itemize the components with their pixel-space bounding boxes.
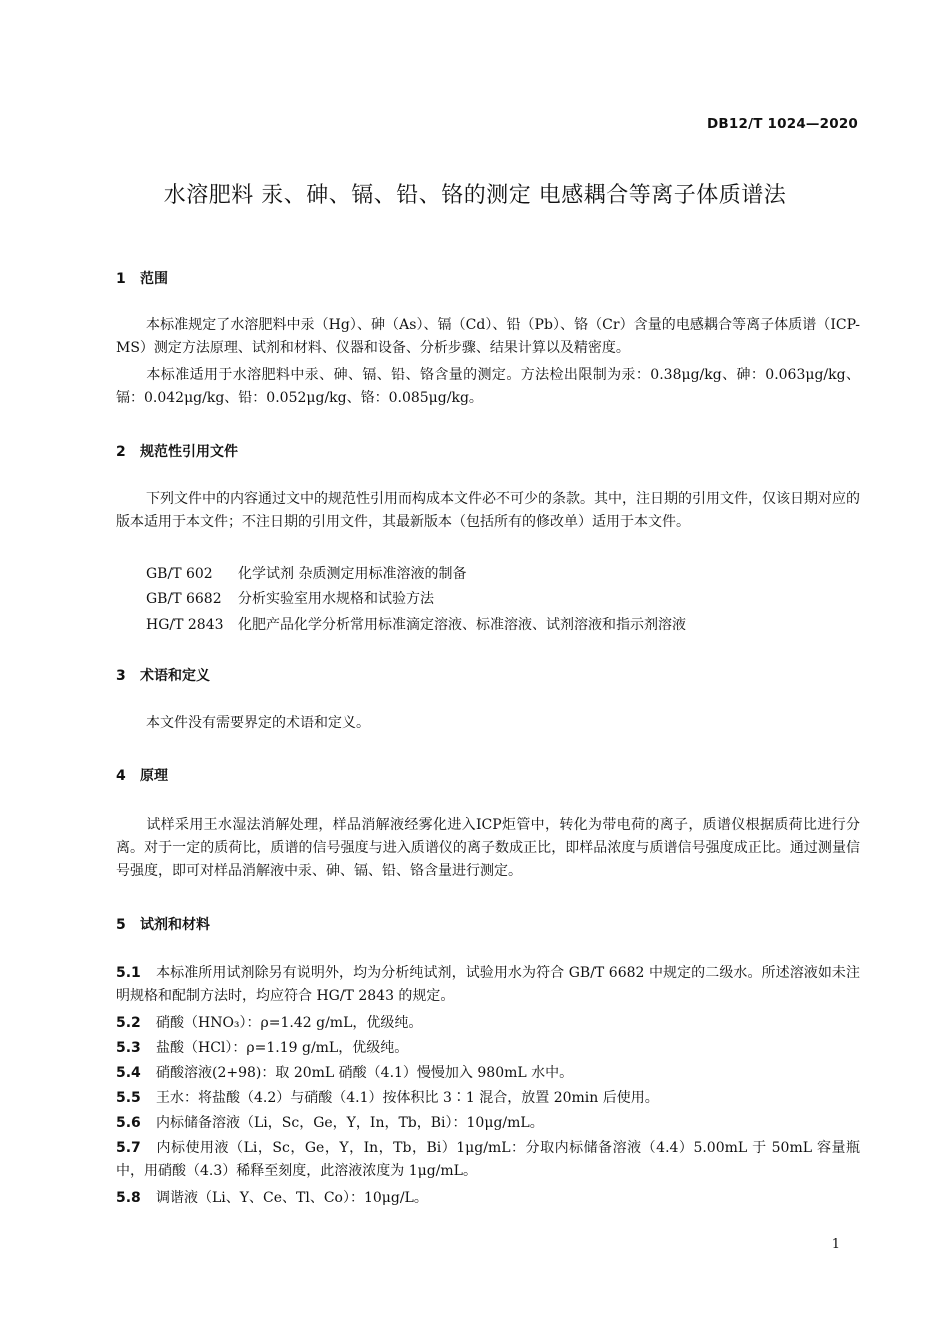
principle-paragraph: 试样采用王水湿法消解处理，样品消解液经雾化进入ICP炬管中，转化为带电荷的离子，质谱仪根据质荷比进行分离。对于一定的质荷比，质谱的信号强度与进入质谱仪的离子数成正比，即样品浓度与质谱信号强度成正比。通过测量信号强度，即可对样品消解液中汞、砷、镉、铅、铬含量进行测定。 — [116, 817, 860, 879]
reference-item — [146, 563, 890, 586]
reagent-item — [116, 1187, 860, 1210]
item-text: 盐酸（HCl）：ρ=1.19 g/mL，优级纯。 — [156, 1040, 409, 1056]
item-number: 5.1 — [116, 965, 141, 981]
section-number: 5 — [116, 917, 126, 933]
item-text: 内标使用液（Li，Sc，Ge，Y，In，Tb，Bi）1μg/mL：分取内标储备溶液（4.4）5.00mL 于 50mL 容量瓶中，用硝酸（4.3）稀释至刻度，此溶液浓度为 1μg/mL。 — [116, 1140, 860, 1179]
section-title: 术语和定义 — [140, 668, 210, 684]
section-4-heading — [116, 765, 168, 785]
reference-item — [146, 614, 890, 637]
section-title: 原理 — [140, 768, 168, 784]
reference-item — [146, 588, 890, 611]
item-number: 5.5 — [116, 1090, 141, 1106]
section-5-heading — [116, 914, 210, 934]
page-number: 1 — [831, 1237, 840, 1252]
scope-paragraph-1: 本标准规定了水溶肥料中汞（Hg）、砷（As）、镉（Cd）、铅（Pb）、铬（Cr）含量的电感耦合等离子体质谱（ICP-MS）测定方法原理、试剂和材料、仪器和设备、分析步骤、结果计算以及精密度。 — [116, 317, 860, 356]
section-title: 试剂和材料 — [140, 917, 210, 933]
reagent-item — [116, 1012, 860, 1035]
reagent-item — [116, 962, 860, 1008]
item-number: 5.8 — [116, 1190, 141, 1206]
references-intro-paragraph: 下列文件中的内容通过文中的规范性引用而构成本文件必不可少的条款。其中，注日期的引用文件，仅该日期对应的版本适用于本文件；不注日期的引用文件，其最新版本（包括所有的修改单）适用于本文件。 — [116, 491, 860, 530]
reagent-item — [116, 1137, 860, 1183]
reference-name: 化学试剂 杂质测定用标准溶液的制备 — [238, 566, 467, 582]
item-number: 5.4 — [116, 1065, 141, 1081]
item-number: 5.7 — [116, 1140, 141, 1156]
reagent-item — [116, 1112, 860, 1135]
item-text: 硝酸溶液(2+98)：取 20mL 硝酸（4.1）慢慢加入 980mL 水中。 — [156, 1065, 574, 1081]
reference-code: GB/T 602 — [146, 566, 213, 582]
standard-code: DB12/T 1024—2020 — [707, 116, 858, 132]
reagent-item — [116, 1037, 860, 1060]
reagent-item — [116, 1062, 860, 1085]
item-number: 5.6 — [116, 1115, 141, 1131]
item-text: 内标储备溶液（Li，Sc，Ge，Y，In，Tb，Bi）：10μg/mL。 — [156, 1115, 544, 1131]
section-2-heading — [116, 441, 238, 461]
section-1-heading — [116, 268, 168, 288]
section-number: 4 — [116, 768, 126, 784]
reference-name: 分析实验室用水规格和试验方法 — [238, 591, 434, 607]
section-title: 规范性引用文件 — [140, 444, 238, 460]
section-3-heading — [116, 665, 210, 685]
reference-name: 化肥产品化学分析常用标准滴定溶液、标准溶液、试剂溶液和指示剂溶液 — [238, 617, 686, 633]
section-number: 3 — [116, 668, 126, 684]
item-text: 王水：将盐酸（4.2）与硝酸（4.1）按体积比 3∶1 混合，放置 20min 后使用。 — [156, 1090, 659, 1106]
section-number: 2 — [116, 444, 126, 460]
reagent-item — [116, 1087, 860, 1110]
document-title: 水溶肥料 汞、砷、镉、铅、铬的测定 电感耦合等离子体质谱法 — [163, 183, 787, 208]
item-number: 5.3 — [116, 1040, 141, 1056]
item-text: 硝酸（HNO₃）：ρ=1.42 g/mL，优级纯。 — [156, 1015, 423, 1031]
item-text: 本标准所用试剂除另有说明外，均为分析纯试剂，试验用水为符合 GB/T 6682 中规定的二级水。所述溶液如未注明规格和配制方法时，均应符合 HG/T 2843 的规定。 — [116, 965, 860, 1004]
section-title: 范围 — [140, 271, 168, 287]
scope-paragraph-2: 本标准适用于水溶肥料中汞、砷、镉、铅、铬含量的测定。方法检出限制为汞：0.38μg/kg、砷：0.063μg/kg、镉：0.042μg/kg、铅：0.052μg/kg、铬：0.085μg/kg。 — [116, 367, 860, 406]
reference-code: HG/T 2843 — [146, 617, 224, 633]
item-text: 调谐液（Li、Y、Ce、Tl、Co）：10μg/L。 — [156, 1190, 428, 1206]
item-number: 5.2 — [116, 1015, 141, 1031]
terms-paragraph: 本文件没有需要界定的术语和定义。 — [146, 715, 370, 731]
section-number: 1 — [116, 271, 126, 287]
reference-code: GB/T 6682 — [146, 591, 222, 607]
